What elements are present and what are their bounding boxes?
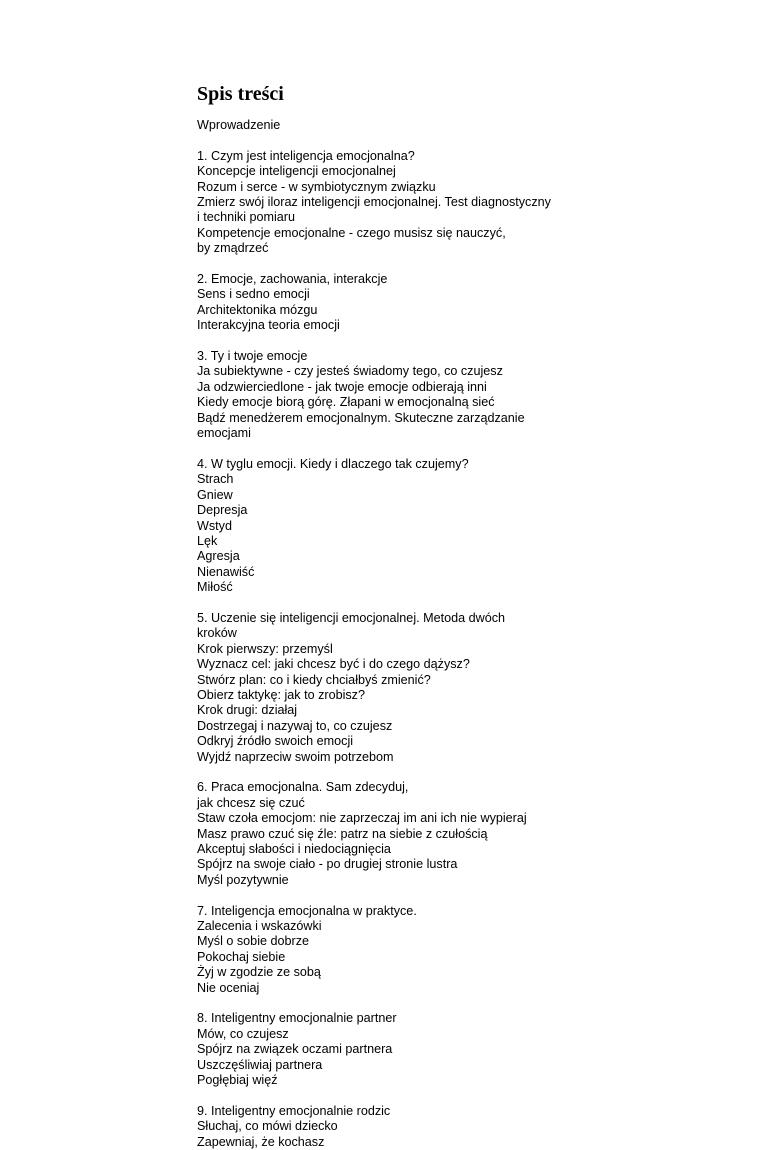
toc-line: kroków (197, 626, 237, 641)
toc-line: 4. W tyglu emocji. Kiedy i dlaczego tak czujemy? (197, 456, 469, 471)
toc-line: Krok drugi: działaj (197, 703, 298, 718)
toc-line: Zmierz swój iloraz inteligencji emocjonalnej. Test diagnostyczny (197, 195, 551, 210)
toc-line: 3. Ty i twoje emocje (197, 349, 308, 364)
toc-line: Depresja (197, 503, 248, 518)
line-gap (197, 257, 737, 272)
toc-line: Myśl o sobie dobrze (197, 934, 309, 949)
toc-line: Ja odzwierciedlone - jak twoje emocje odbierają inni (197, 379, 487, 394)
toc-line: Myśl pozytywnie (197, 872, 289, 887)
toc-line: Zalecenia i wskazówki (197, 919, 322, 934)
toc-line: Wyznacz cel: jaki chcesz być i do czego dążysz? (197, 657, 470, 672)
toc-line: Staw czoła emocjom: nie zaprzeczaj im ani ich nie wypieraj (197, 811, 527, 826)
toc-line: 1. Czym jest inteligencja emocjonalna? (197, 148, 415, 163)
toc-line: Gniew (197, 487, 233, 502)
toc-line: Miłość (197, 580, 233, 595)
toc-line: Akceptuj słabości i niedociągnięcia (197, 842, 391, 856)
toc-line: Lęk (197, 533, 218, 548)
toc-line: Uszczęśliwiaj partnera (197, 1057, 323, 1072)
toc-line: Koncepcje inteligencji emocjonalnej (197, 164, 396, 179)
toc-line: Obierz taktykę: jak to zrobisz? (197, 687, 365, 702)
toc-line: Bądź menedżerem emocjonalnym. Skuteczne zarządzanie (197, 410, 525, 425)
toc-line: Pogłębiaj więź (197, 1073, 278, 1088)
toc-line: Interakcyjna teoria emocji (197, 318, 340, 333)
toc-line: Słuchaj, co mówi dziecko (197, 1119, 338, 1134)
line-gap (197, 765, 737, 780)
toc-line: Krok pierwszy: przemyśl (197, 641, 333, 656)
toc-line: Ja subiektywne - czy jesteś świadomy tego, co czujesz (197, 364, 503, 379)
line-gap (197, 596, 737, 611)
toc-line: Spójrz na swoje ciało - po drugiej stronie lustra (197, 857, 458, 872)
toc-line: Wstyd (197, 518, 232, 533)
toc-line: emocjami (197, 426, 251, 441)
toc-line: Wprowadzenie (197, 118, 281, 132)
toc-line: 9. Inteligentny emocjonalnie rodzic (197, 1103, 391, 1118)
toc-line: Nienawiść (197, 564, 255, 579)
toc-line: Spójrz na związek oczami partnera (197, 1042, 393, 1057)
toc-line: Rozum i serce - w symbiotycznym związku (197, 179, 436, 194)
table-of-contents (197, 118, 737, 1150)
toc-line: i techniki pomiaru (197, 210, 295, 225)
toc-line: jak chcesz się czuć (197, 795, 305, 810)
toc-line: Architektonika mózgu (197, 302, 318, 317)
toc-line: 6. Praca emocjonalna. Sam zdecyduj, (197, 780, 409, 795)
toc-line: Wyjdź naprzeciw swoim potrzebom (197, 749, 394, 764)
toc-line: Kompetencje emocjonalne - czego musisz się nauczyć, (197, 225, 506, 240)
line-gap (197, 334, 737, 349)
toc-line: Zapewniaj, że kochasz (197, 1134, 325, 1149)
toc-line: Agresja (197, 549, 240, 564)
page-title: Spis treści (197, 83, 284, 105)
toc-line: Kiedy emocje biorą górę. Złapani w emocjonalną sieć (197, 395, 495, 410)
toc-line: by zmądrzeć (197, 241, 269, 256)
toc-line: Pokochaj siebie (197, 949, 286, 964)
toc-line: Stwórz plan: co i kiedy chciałbyś zmienić? (197, 672, 431, 687)
line-gap (197, 441, 737, 456)
toc-line: Odkryj źródło swoich emocji (197, 734, 354, 749)
toc-line: 2. Emocje, zachowania, interakcje (197, 272, 388, 287)
toc-line: Mów, co czujesz (197, 1026, 289, 1041)
toc-line: Sens i sedno emocji (197, 287, 310, 302)
toc-line: 7. Inteligencja emocjonalna w praktyce. (197, 903, 417, 918)
toc-line: Nie oceniaj (197, 980, 260, 995)
line-gap (197, 133, 737, 148)
toc-line: 8. Inteligentny emocjonalnie partner (197, 1011, 397, 1026)
document-page (197, 82, 737, 1150)
toc-line: Strach (197, 472, 234, 487)
toc-line: Dostrzegaj i nazywaj to, co czujesz (197, 718, 393, 733)
toc-line: 5. Uczenie się inteligencji emocjonalnej. Metoda dwóch (197, 610, 506, 625)
line-gap (197, 1088, 737, 1103)
toc-line: Żyj w zgodzie ze sobą (197, 965, 321, 980)
line-gap (197, 888, 737, 903)
toc-line: Masz prawo czuć się źle: patrz na siebie z czułością (197, 826, 488, 841)
line-gap (197, 996, 737, 1011)
